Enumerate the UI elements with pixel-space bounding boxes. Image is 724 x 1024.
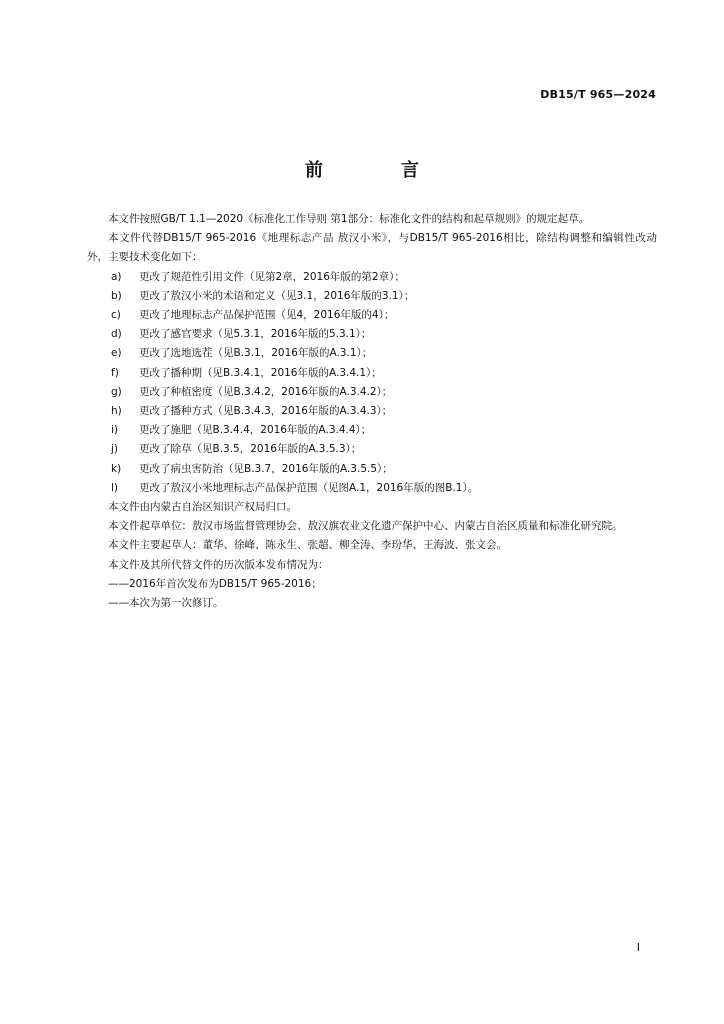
list-marker: a) bbox=[111, 270, 122, 283]
page-number: I bbox=[636, 941, 640, 954]
change-list bbox=[87, 268, 657, 498]
list-marker: h) bbox=[111, 405, 122, 418]
version-history bbox=[87, 575, 657, 613]
document-code: DB15/T 965—2024 bbox=[540, 88, 656, 101]
list-item bbox=[87, 421, 657, 440]
list-item-text: 更改了除草（见B.3.5，2016年版的A.3.5.3）； bbox=[139, 443, 362, 456]
list-item bbox=[87, 287, 657, 306]
list-marker: i) bbox=[111, 424, 119, 437]
list-item-text: 更改了感官要求（见5.3.1，2016年版的5.3.1）； bbox=[139, 328, 372, 341]
list-marker: j) bbox=[111, 443, 119, 456]
list-marker: e) bbox=[111, 347, 122, 360]
paragraph-administering-body: 本文件由内蒙古自治区知识产权局归口。 bbox=[108, 501, 297, 514]
list-item bbox=[87, 383, 657, 402]
paragraph-drafting-organizations: 本文件起草单位：敖汉市场监督管理协会、敖汉旗农业文化遗产保护中心、内蒙古自治区质量和标准化研究院。 bbox=[108, 520, 623, 533]
list-marker: k) bbox=[111, 462, 122, 475]
list-item bbox=[87, 364, 657, 383]
paragraph-main-drafters: 本文件主要起草人：董华、徐峰、陈永生、张超、柳全涛、李玢华、王海波、张文会。 bbox=[108, 539, 507, 552]
list-item bbox=[87, 460, 657, 479]
list-marker: l) bbox=[111, 481, 119, 494]
list-marker: d) bbox=[111, 328, 122, 341]
list-item-text: 更改了选地选茬（见B.3.1，2016年版的A.3.1）； bbox=[139, 347, 373, 360]
list-item-text: 更改了病虫害防治（见B.3.7，2016年版的A.3.5.5）； bbox=[139, 462, 393, 475]
list-item bbox=[87, 306, 657, 325]
list-item bbox=[87, 344, 657, 363]
paragraph-drafting-rules: 本文件按照GB/T 1.1—2020《标准化工作导则 第1部分：标准化文件的结构和起草规则》的规定起草。 bbox=[108, 213, 590, 225]
list-marker: b) bbox=[111, 289, 122, 302]
list-item-text: 更改了种植密度（见B.3.4.2，2016年版的A.3.4.2）； bbox=[139, 385, 393, 398]
list-item bbox=[87, 325, 657, 344]
list-item-text: 更改了敖汉小米地理标志产品保护范围（见图A.1，2016年版的图B.1）。 bbox=[139, 481, 479, 494]
list-item-text: 更改了施肥（见B.3.4.4，2016年版的A.3.4.4）； bbox=[139, 424, 372, 437]
list-item-text: 更改了播种期（见B.3.4.1，2016年版的A.3.4.1）； bbox=[139, 366, 382, 379]
list-marker: f) bbox=[111, 366, 119, 379]
list-item-text: 更改了敖汉小米的术语和定义（见3.1，2016年版的3.1）； bbox=[139, 289, 415, 302]
document-body bbox=[87, 210, 657, 613]
paragraph-version-history-intro: 本文件及其所代替文件的历次版本发布情况为： bbox=[108, 558, 329, 571]
list-item-text: 更改了规范性引用文件（见第2章，2016年版的第2章）； bbox=[139, 270, 405, 283]
list-item-text: 更改了播种方式（见B.3.4.3，2016年版的A.3.4.3）； bbox=[139, 405, 393, 418]
list-marker: c) bbox=[111, 309, 121, 322]
list-item bbox=[87, 268, 657, 287]
list-item-text: 更改了地理标志产品保护范围（见4，2016年版的4）； bbox=[139, 309, 395, 322]
list-item bbox=[87, 440, 657, 459]
paragraph-replacement-note: 本文件代替DB15/T 965-2016《地理标志产品 敖汉小米》，与DB15/T 965-2016相比，除结构调整和编辑性改动外，主要技术变化如下： bbox=[87, 232, 657, 264]
history-item: ——2016年首次发布为DB15/T 965-2016； bbox=[108, 577, 322, 590]
page-title: 前 言 bbox=[305, 160, 449, 181]
list-marker: g) bbox=[111, 385, 122, 398]
history-item: ——本次为第一次修订。 bbox=[108, 597, 224, 610]
list-item bbox=[87, 402, 657, 421]
list-item bbox=[87, 479, 657, 498]
